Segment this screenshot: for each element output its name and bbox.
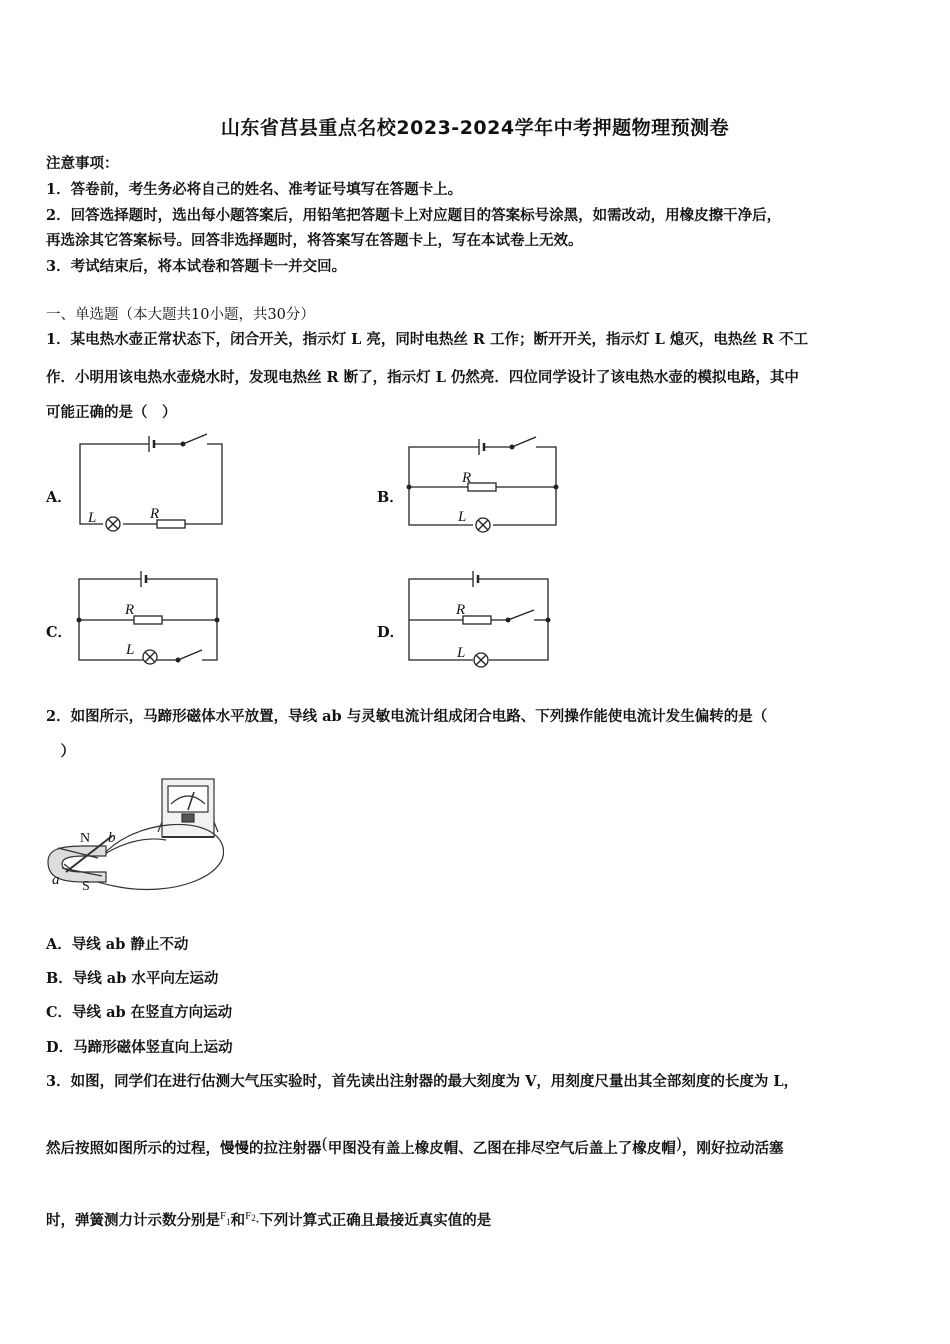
label-l: L bbox=[126, 642, 135, 658]
notice-heading: 注意事项： bbox=[46, 155, 119, 172]
label-r: R bbox=[150, 506, 160, 522]
label-s: S bbox=[82, 879, 90, 894]
label-r: R bbox=[462, 470, 472, 486]
q3-line-2: 然后按照如图所示的过程，慢慢的拉注射器(甲图没有盖上橡皮帽、乙图在排尽空气后盖上了橡皮帽)，刚好拉动活塞 bbox=[46, 1134, 784, 1157]
section-heading: 一、单选题（本大题共10小题，共30分） bbox=[46, 307, 315, 323]
f1-symbol: F bbox=[220, 1210, 227, 1222]
q1-option-c-label[interactable]: C． bbox=[46, 624, 73, 641]
q1-option-b-label[interactable]: B． bbox=[377, 489, 404, 506]
q1-option-a-label[interactable]: A． bbox=[46, 489, 72, 506]
q2-option-d[interactable]: D．马蹄形磁体竖直向上运动 bbox=[46, 1039, 233, 1056]
label-b: b bbox=[108, 830, 116, 846]
magnet-galvanometer-figure bbox=[44, 774, 224, 904]
q3-and: 和 bbox=[230, 1212, 246, 1229]
label-l: L bbox=[457, 645, 466, 661]
label-r: R bbox=[125, 602, 135, 618]
q3-line-2-part: ，刚好拉动活塞 bbox=[682, 1140, 784, 1157]
q3-line-2-paren: 甲图没有盖上橡皮帽、乙图在排尽空气后盖上了橡皮帽 bbox=[327, 1140, 676, 1157]
q3-line-2-part: 然后按照如图所示的过程，慢慢的拉注射器 bbox=[46, 1140, 322, 1157]
circuit-b bbox=[400, 432, 565, 542]
circuit-c bbox=[70, 567, 235, 675]
notice-item: 再选涂其它答案标号。回答非选择题时，将答案写在答题卡上，写在本试卷上无效。 bbox=[46, 232, 583, 249]
label-l: L bbox=[458, 509, 467, 525]
page-title: 山东省莒县重点名校2023-2024学年中考押题物理预测卷 bbox=[220, 117, 730, 139]
q1-line: 1．某电热水壶正常状态下，闭合开关，指示灯 L 亮，同时电热丝 R 工作；断开开关，指示灯 L 熄灭，电热丝 R 不工 bbox=[46, 331, 808, 348]
notice-item: 2．回答选择题时，选出每小题答案后，用铅笔把答题卡上对应题目的答案标号涂黑，如需改动，用橡皮擦干净后， bbox=[46, 207, 782, 224]
q2-line: 2．如图所示，马蹄形磁体水平放置，导线 ab 与灵敏电流计组成闭合电路、下列操作能使电流计发生偏转的是（ bbox=[46, 708, 768, 725]
label-r: R bbox=[456, 602, 466, 618]
q2-line: ） bbox=[46, 743, 75, 760]
notice-item: 3．考试结束后，将本试卷和答题卡一并交回。 bbox=[46, 258, 347, 275]
q2-option-c[interactable]: C．导线 ab 在竖直方向运动 bbox=[46, 1004, 233, 1021]
q2-option-b[interactable]: B．导线 ab 水平向左运动 bbox=[46, 970, 219, 987]
label-l: L bbox=[88, 510, 97, 526]
circuit-d bbox=[400, 567, 565, 675]
notice-item: 1．答卷前，考生务必将自己的姓名、准考证号填写在答题卡上。 bbox=[46, 181, 463, 198]
label-n: N bbox=[80, 831, 91, 846]
circuit-a bbox=[70, 430, 235, 538]
f1-sub: 1 bbox=[226, 1217, 231, 1227]
q1-line: 作．小明用该电热水壶烧水时，发现电热丝 R 断了，指示灯 L 仍然亮．四位同学设计了该电热水壶的模拟电路，其中 bbox=[46, 369, 799, 386]
q3-line-3: 时，弹簧测力计示数分别是$^F$1和$^{F2}$·下列计算式正确且最接近真实值的是 bbox=[46, 1210, 492, 1229]
label-a: a bbox=[52, 872, 60, 888]
q2-option-a[interactable]: A．导线 ab 静止不动 bbox=[46, 936, 189, 953]
q3-line-3-part: 时，弹簧测力计示数分别是 bbox=[46, 1212, 220, 1229]
f2-sub: 2 bbox=[251, 1213, 256, 1223]
q1-option-d-label[interactable]: D． bbox=[377, 624, 405, 641]
q3-line-3-part: 下列计算式正确且最接近真实值的是 bbox=[259, 1212, 492, 1229]
f2-symbol: F bbox=[245, 1210, 252, 1222]
q1-line: 可能正确的是（ ） bbox=[46, 404, 177, 421]
q3-line-1: 3．如图，同学们在进行估测大气压实验时，首先读出注射器的最大刻度为 V，用刻度尺量出其全部刻度的长度为 L， bbox=[46, 1073, 799, 1090]
